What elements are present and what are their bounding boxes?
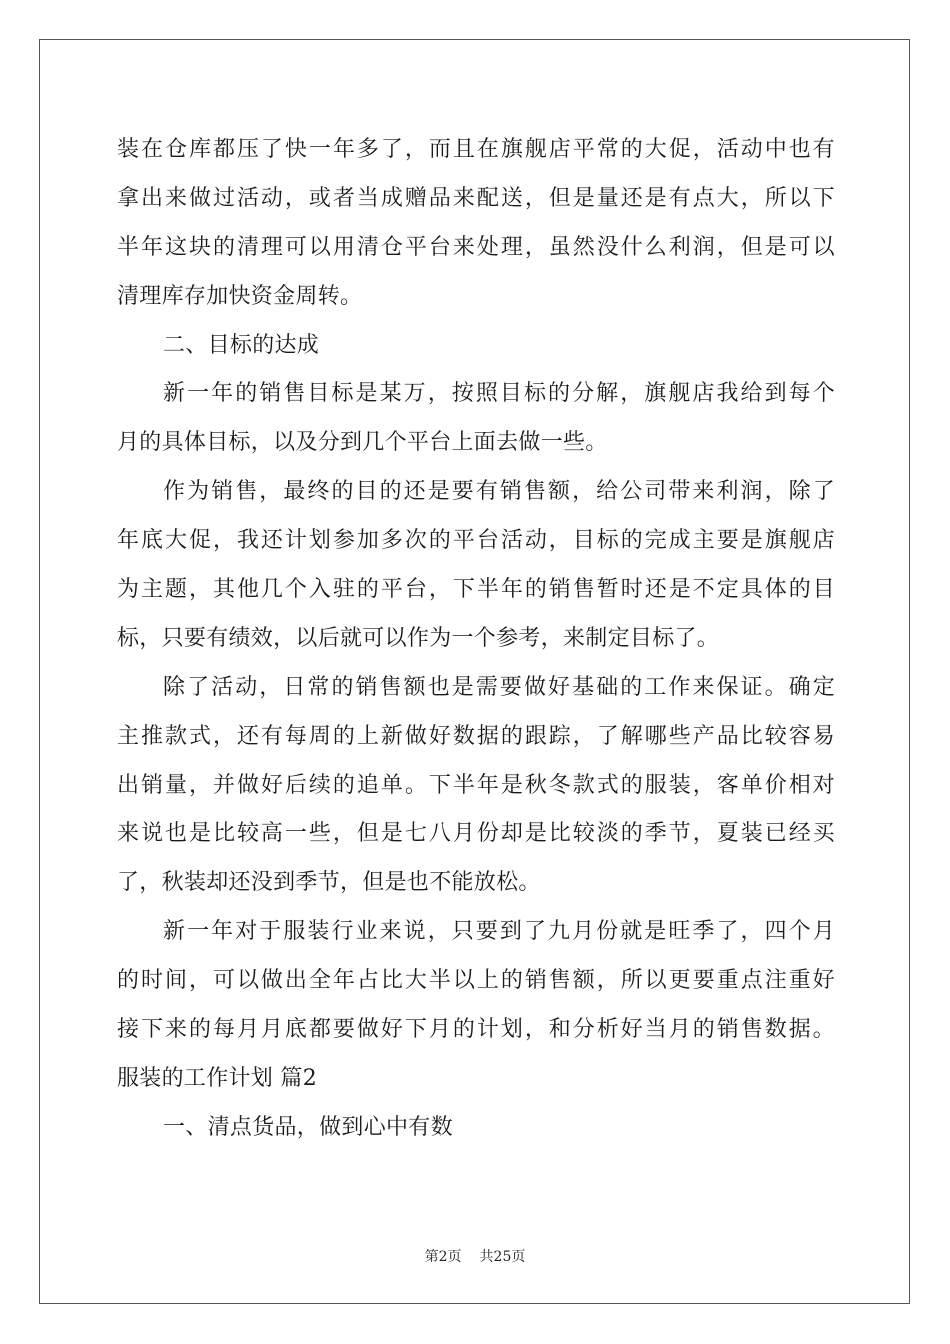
text-line: 为主题，其他几个入驻的平台，下半年的销售暂时还是不定具体的目	[117, 577, 835, 603]
text-line: 标，只要有绩效，以后就可以作为一个参考，来制定目标了。	[117, 625, 720, 651]
section-heading: 一、清点货品，做到心中有数	[163, 1114, 453, 1140]
text-line: 年底大促，我还计划参加多次的平台活动，目标的完成主要是旗舰店	[117, 528, 835, 554]
section-title: 服装的工作计划 篇2	[117, 1065, 317, 1091]
text-line: 除了活动，日常的销售额也是需要做好基础的工作来保证。确定	[163, 674, 835, 700]
text-line: 半年这块的清理可以用清仓平台来处理，虽然没什么利润，但是可以	[117, 234, 835, 260]
text-line: 新一年的销售目标是某万，按照目标的分解，旗舰店我给到每个	[163, 381, 835, 407]
text-line: 新一年对于服装行业来说，只要到了九月份就是旺季了，四个月	[163, 919, 835, 945]
document-body	[117, 126, 835, 1153]
text-line: 作为销售，最终的目的还是要有销售额，给公司带来利润，除了	[163, 479, 835, 505]
text-line: 装在仓库都压了快一年多了，而且在旗舰店平常的大促，活动中也有	[117, 137, 835, 162]
text-line: 月的具体目标，以及分到几个平台上面去做一些。	[117, 430, 608, 456]
page-footer	[0, 1246, 950, 1266]
text-line: 清理库存加快资金周转。	[117, 283, 363, 309]
text-line: 来说也是比较高一些，但是七八月份却是比较淡的季节，夏装已经买	[117, 821, 835, 847]
page-total: 共25页	[479, 1249, 526, 1265]
text-line: 了，秋装却还没到季节，但是也不能放松。	[117, 870, 541, 896]
text-line: 的时间，可以做出全年占比大半以上的销售额，所以更要重点注重好	[117, 968, 835, 994]
section-heading: 二、目标的达成	[163, 332, 320, 358]
text-line: 接下来的每月月底都要做好下月的计划，和分析好当月的销售数据。	[117, 1017, 835, 1043]
page-number: 第2页	[424, 1249, 462, 1265]
text-line: 拿出来做过活动，或者当成赠品来配送，但是量还是有点大，所以下	[117, 185, 835, 211]
text-line: 出销量，并做好后续的追单。下半年是秋冬款式的服装，客单价相对	[117, 772, 835, 798]
text-line: 主推款式，还有每周的上新做好数据的跟踪，了解哪些产品比较容易	[117, 723, 835, 749]
